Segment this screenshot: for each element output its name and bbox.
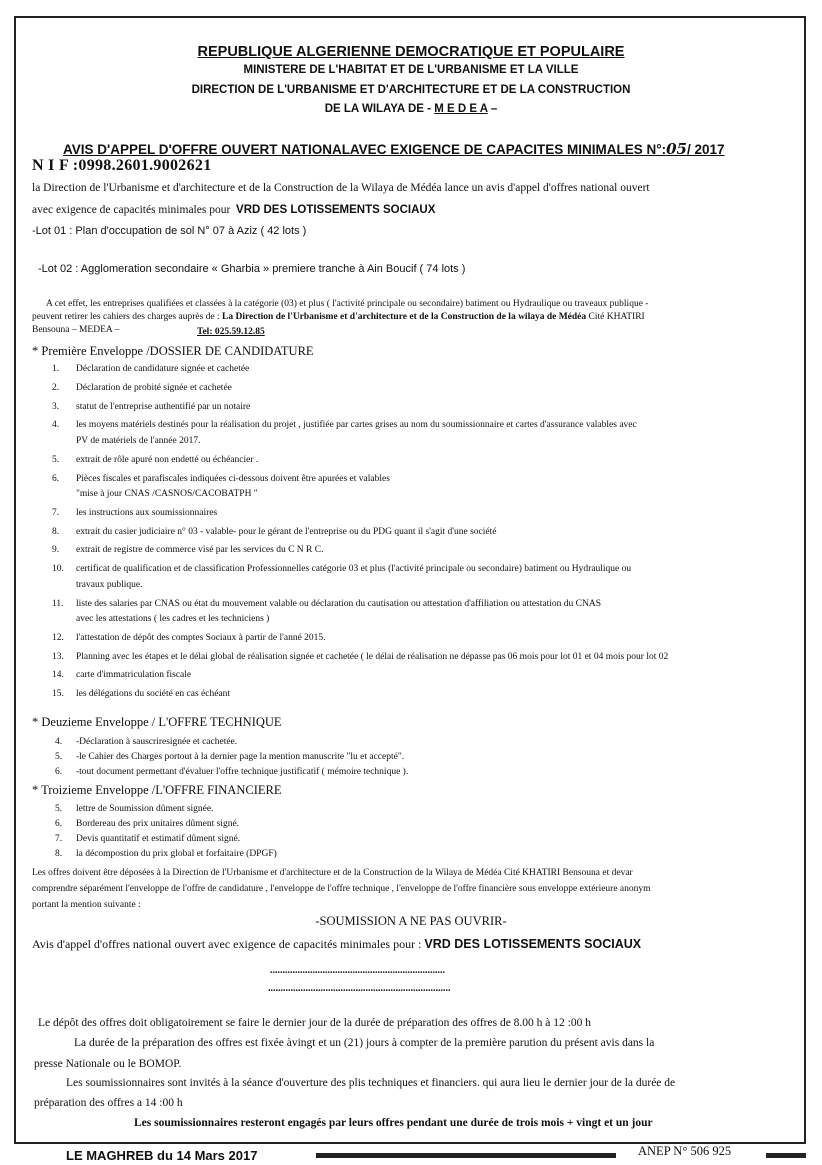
wilaya-name: M E D E A (434, 103, 488, 115)
list-item (52, 599, 601, 609)
list-item-number: 6. (55, 819, 63, 829)
list-item-number: 6. (52, 473, 60, 484)
list-item-continuation: travaux publique. (76, 579, 143, 590)
list-item-number: 9. (52, 545, 60, 556)
closing-p3b: préparation des offres a 14 :00 h (34, 1097, 183, 1109)
list-item-number: 12. (52, 632, 64, 643)
list-item-number: 15. (52, 689, 64, 700)
list-item-text: extrait du casier judiciaire n° 03 - valable- pour le gérant de l'entreprise ou du PDG quant il s'agit d'une société (76, 526, 497, 537)
closing-p2b: presse Nationale ou le BOMOP. (34, 1058, 182, 1070)
list-item-number: 7. (55, 834, 63, 844)
depot-line-3: portant la mention suivante : (32, 900, 141, 910)
list-item (55, 737, 237, 747)
list-item (52, 652, 668, 662)
list-item-number: 4. (55, 737, 63, 747)
lot-1: -Lot 01 : Plan d'occupation de sol N° 07 à Aziz ( 42 lots ) (32, 225, 307, 237)
list-item-text: extrait de rôle apuré non endetté ou échéancier . (76, 454, 259, 465)
list-item-text: les instructions aux soumissionnaires (76, 507, 218, 518)
list-item-text: liste des salaries par CNAS ou état du mouvement valable ou déclaration du cautisation ou attestation d'affiliation ou attestation du CNAS (76, 598, 601, 609)
telephone: Tel: 025.59.12.85 (197, 327, 265, 337)
list-item (55, 804, 213, 814)
list-item-number: 5. (52, 454, 60, 465)
list-item-text: certificat de qualification et de classification Professionnelles catégorie 03 et plus (l'activité principale ou secondaire) batiment ou Hydraulique ou (76, 564, 632, 575)
list-item-text: -le Cahier des Charges portout à la dernier page la mention manuscrite "lu et accepté". (76, 752, 405, 762)
effet-line-1: A cet effet, les entreprises qualifiées et classées à la catégorie (03) et plus ( l'activité principale ou secondaire) batiment ou Hydraulique ou traveaux publique - (46, 299, 649, 309)
wilaya-prefix: DE LA WILAYA DE - (324, 103, 435, 115)
list-item-text: Déclaration de probité signée et cachetée (76, 382, 232, 393)
newspaper-credit: LE MAGHREB du 14 Mars 2017 (62, 1148, 261, 1163)
soumission-mention: -SOUMISSION A NE PAS OUVRIR- (315, 914, 507, 928)
avis-year: / 2017 (687, 142, 725, 157)
list-item (55, 767, 408, 777)
list-item (52, 420, 637, 430)
list-item (52, 402, 250, 412)
envelope-1-title: * Première Enveloppe /DOSSIER DE CANDIDATURE (32, 344, 314, 358)
dotted-line-2: ......................................................................... (268, 983, 451, 994)
list-item (52, 527, 496, 537)
list-item-number: 3. (52, 401, 60, 412)
list-item (52, 455, 258, 465)
list-item-text: extrait de registre de commerce visé par les services du C N R C. (76, 545, 324, 556)
list-item (55, 752, 404, 762)
list-item (55, 834, 240, 844)
intro-line-2 (32, 204, 435, 216)
list-item-continuation: PV de matériels de l'année 2017. (76, 435, 201, 446)
project-name: VRD DES LOTISSEMENTS SOCIAUX (236, 204, 436, 216)
list-item (52, 545, 323, 555)
list-item-text: les moyens matériels destinés pour la réalisation du projet , justifiée par cartes grises au nom du soumissionnaire et cartes d'assurance valables avec (76, 420, 637, 431)
list-item-number: 4. (52, 420, 60, 431)
list-item (55, 819, 239, 829)
list-item-number: 7. (52, 507, 60, 518)
list-item-text: Planning avec les étapes et le délai global de réalisation signée et cachetée ( le délai de réalisation ne dépasse pas 06 mois pour lot 01 et 04 mois pour lot 02 (76, 651, 669, 662)
list-item-number: 5. (55, 804, 63, 814)
effet-line-2c: Cité KHATIRI (588, 312, 645, 322)
list-item-text: -tout document permettant d'évaluer l'offre technique justificatif ( mémoire technique ). (76, 767, 409, 777)
list-item (52, 633, 326, 643)
list-item-number: 1. (52, 364, 60, 374)
republic-title: REPUBLIQUE ALGERIENNE DEMOCRATIQUE ET POPULAIRE (197, 44, 625, 60)
ministry-title: MINISTERE DE L'HABITAT ET DE L'URBANISME ET LA VILLE (243, 64, 579, 76)
list-item-text: Déclaration de candidature signée et cachetée (76, 364, 250, 374)
direction-title: DIRECTION DE L'URBANISME ET D'ARCHITECTURE ET DE LA CONSTRUCTION (191, 84, 631, 96)
avis-title-text: AVIS D'APPEL D'OFFRE OUVERT NATIONALAVEC EXIGENCE DE CAPACITES MINIMALES N°: (63, 142, 667, 157)
closing-p4: Les soumissionnaires resteront engagés par leurs offres pendant une durée de trois mois + vingt et un jour (134, 1117, 653, 1129)
list-item-number: 11. (52, 598, 64, 609)
list-item (52, 670, 191, 680)
list-item (52, 689, 230, 699)
dotted-line-1: ...................................................................... (270, 965, 445, 976)
anep-number: ANEP N° 506 925 (634, 1144, 735, 1159)
footer-bar (316, 1153, 616, 1158)
list-item (52, 383, 232, 393)
list-item-text: Bordereau des prix unitaires dûment signé. (76, 819, 240, 829)
list-item (55, 849, 277, 859)
intro-line-2-text: avec exigence de capacités minimales pour (32, 204, 231, 216)
list-item-continuation: "mise à jour CNAS /CASNOS/CACOBATPH " (76, 489, 258, 499)
list-item-number: 8. (52, 526, 60, 537)
list-item-text: Devis quantitatif et estimatif dûment signé. (76, 834, 241, 844)
avis-mention (32, 937, 641, 952)
lot-2: -Lot 02 : Agglomeration secondaire « Gharbia » premiere tranche à Ain Boucif ( 74 lots ) (38, 263, 466, 275)
list-item-number: 2. (52, 382, 60, 393)
closing-p1: Le dépôt des offres doit obligatoirement se faire le dernier jour de la durée de préparation des offres de 8.00 h à 12 :00 h (38, 1017, 591, 1029)
envelope-2-title: * Deuzieme Enveloppe / L'OFFRE TECHNIQUE (32, 715, 282, 729)
envelope-3-title: * Troizieme Enveloppe /L'OFFRE FINANCIERE (32, 783, 282, 797)
closing-p3a: Les soumissionnaires sont invités à la séance d'ouverture des plis techniques et financiers. qui aura lieu le dernier jour de la durée de (66, 1077, 676, 1089)
list-item-text: l'attestation de dépôt des comptes Sociaux à partir de l'anné 2015. (76, 632, 326, 643)
list-item-number: 10. (52, 564, 64, 575)
list-item-continuation: avec les attestations ( les cadres et les techniciens ) (76, 614, 270, 624)
avis-mention-project: VRD DES LOTISSEMENTS SOCIAUX (424, 937, 642, 951)
wilaya-title (0, 103, 822, 115)
list-item-number: 5. (55, 752, 63, 762)
list-item-number: 14. (52, 670, 64, 681)
avis-title (63, 140, 725, 158)
list-item-text: Pièces fiscales et parafiscales indiquées ci-dessous doivent être apurées et valables (76, 473, 390, 484)
intro-line-1: la Direction de l'Urbanisme et d'architecture et de la Construction de la Wilaya de Médéa lance un avis d'appel d'offres national ouvert (32, 182, 650, 194)
effet-line-3: Bensouna – MEDEA – (32, 325, 120, 335)
list-item-number: 13. (52, 651, 64, 662)
avis-number: 05 (666, 140, 687, 158)
footer-bar-right (766, 1153, 806, 1158)
depot-line-2: comprendre séparément l'enveloppe de l'offre de candidature , l'enveloppe de l'offre technique , l'enveloppe de l'offre financière sous enveloppe extérieure anonym (32, 884, 651, 894)
list-item-text: les délégations du société en cas échéant (76, 689, 231, 700)
list-item (52, 508, 217, 518)
list-item-text: -Déclaration à sauscriresignée et cachetée. (76, 737, 238, 747)
avis-mention-text: Avis d'appel d'offres national ouvert avec exigence de capacités minimales pour : (32, 937, 422, 951)
list-item (52, 364, 249, 374)
list-item (52, 564, 631, 574)
list-item-number: 6. (55, 767, 63, 777)
effet-line-2b: La Direction de l'Urbanisme et d'architecture et de la Construction de la wilaya de Médéa (222, 312, 587, 322)
closing-p2a: La durée de la préparation des offres est fixée àvingt et un (21) jours à compter de la première parution du présent avis dans la (74, 1037, 655, 1049)
wilaya-suffix: – (487, 103, 498, 115)
list-item-text: statut de l'entreprise authentifié par un notaire (76, 401, 251, 412)
list-item-number: 8. (55, 849, 63, 859)
nif: N I F :0998.2601.9002621 (32, 157, 212, 174)
depot-line-1: Les offres doivent être déposées à la Direction de l'Urbanisme et d'architecture et de la Construction de la Wilaya de Médéa Cité KHATIRI Bensouna et devar (32, 868, 633, 878)
list-item (52, 474, 390, 484)
effet-line-2a: peuvent retirer les cahiers des charges auprès de : (32, 312, 220, 322)
list-item-text: lettre de Soumission dûment signée. (76, 804, 214, 814)
list-item-text: la décompostion du prix global et forfaitaire (DPGF) (76, 849, 277, 859)
list-item-text: carte d'immatriculation fiscale (76, 670, 192, 681)
effet-line-2 (32, 312, 645, 322)
